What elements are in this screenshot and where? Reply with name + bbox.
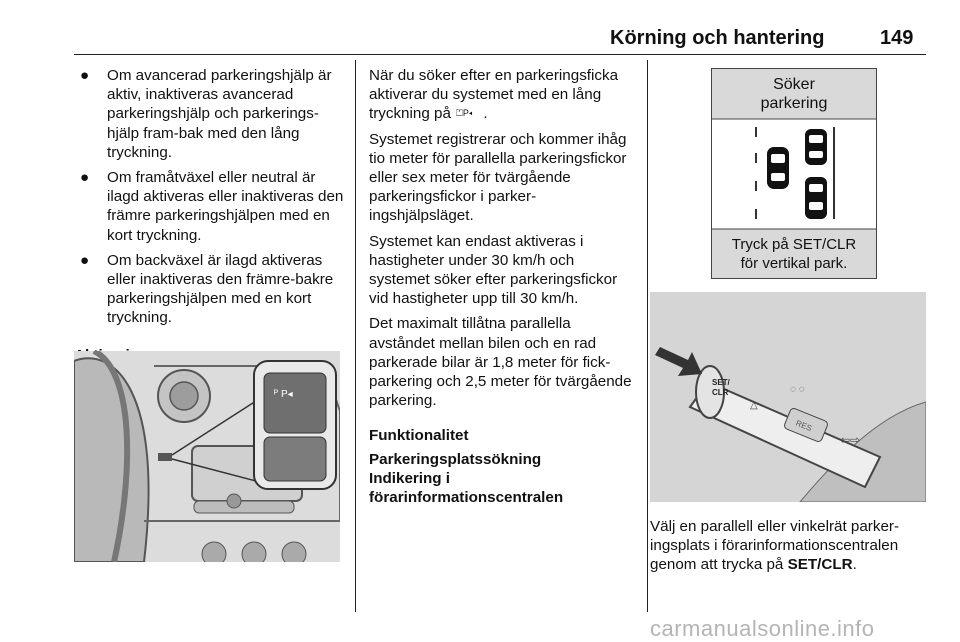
page-header-title: Körning och hantering	[610, 27, 825, 49]
bullet-dot: ●	[80, 251, 90, 269]
column-1	[74, 66, 344, 365]
lever-drawing	[650, 292, 926, 502]
svg-text:△: △	[750, 400, 758, 411]
car-icon-parked-2	[805, 177, 827, 219]
bullet-item	[74, 251, 344, 328]
column-2	[369, 66, 635, 507]
paragraph-3: Systemet kan endast aktiveras i hastigheter under 30 km/h och systemet söker efter parkeringsfickor vid hastigheter upp till 30 km/h.	[369, 232, 618, 308]
car-icon-parked-1	[805, 129, 827, 165]
svg-text:⏍P◂: ⏍P◂	[456, 108, 473, 119]
driver-info-display	[711, 68, 877, 279]
bullet-dot: ●	[80, 169, 90, 187]
caption-text: Välj en parallell eller vinkelrät parkeringsplats i förarinformationscentralen genom att trycka på	[650, 518, 900, 574]
subheading-forarinformationscentralen: förarinformationscentralen	[369, 489, 564, 507]
bullet-text: Om avancerad parkeringshjälp är aktiv, inaktiveras avancerad parkeringshjälp och parkeringshjälp fram-bak med den lång tryckning.	[107, 67, 332, 161]
display-drawing	[712, 69, 876, 278]
svg-text:ᴾ P◂: ᴾ P◂	[274, 389, 293, 400]
caption-bold-setclr: SET/CLR	[787, 556, 853, 574]
bullet-item	[74, 168, 344, 245]
subheading-parkeringsplatssokning: Parkeringsplatssökning	[369, 450, 542, 468]
svg-text:⇦⇨: ⇦⇨	[840, 433, 861, 447]
page-number: 149	[880, 27, 914, 49]
bullet-text: Om framåtväxel eller neutral är ilagd aktiveras eller inaktiveras den främre parkeringshjälpen med en kort tryckning.	[107, 169, 344, 244]
paragraph-2: Systemet registrerar och kommer ihåg tio meter för parallella parkeringsfickor eller sex meter för tvärgående parkeringsfickor i parkeringshjälpsläget.	[369, 130, 627, 225]
lever-label-set: SET/	[712, 378, 730, 387]
stalk-lever-illustration	[650, 292, 926, 502]
bullet-dot: ●	[80, 67, 90, 84]
column-divider-2	[647, 60, 648, 612]
subheading-indikering: Indikering i	[369, 469, 451, 487]
dashboard-drawing	[74, 351, 340, 562]
paragraph-4: Det maximalt tillåtna parallella avståndet mellan bilen och en rad parkerade bilar är 1,8 meter för fickparkering och 2,5 meter för tvärgående parkering.	[369, 315, 632, 410]
paragraph-1-text: När du söker efter en parkeringsficka aktiverar du systemet med en lång tryckning på	[369, 67, 619, 123]
watermark: carmanualsonline.info	[650, 616, 875, 641]
display-bottom-line-1: Tryck på SET/CLR	[731, 236, 857, 253]
bullet-item	[74, 66, 344, 162]
dashboard-illustration	[74, 351, 340, 562]
figure-caption	[650, 517, 930, 575]
paragraph-1: När du söker efter en parkeringsficka aktiverar du systemet med en lång tryckning på ⏍P◂ .	[369, 67, 619, 123]
lever-button-res: RES	[794, 418, 814, 433]
svg-text:◌ ◌: ◌ ◌	[790, 384, 805, 395]
display-top-line-2: parkering	[760, 95, 828, 112]
display-bottom-line-2: för vertikal park.	[740, 255, 848, 272]
parking-assist-icon	[455, 105, 483, 122]
caption-end: .	[852, 556, 857, 574]
column-divider-1	[355, 60, 356, 612]
bullet-text: Om backväxel är ilagd aktiveras eller inaktiveras den främre-bakre parkeringshjälpen med en kort tryckning.	[107, 251, 334, 327]
display-top-line-1: Söker	[773, 76, 815, 93]
car-icon-moving	[767, 147, 789, 189]
section-heading-funktionalitet: Funktionalitet	[369, 427, 469, 445]
header-rule	[74, 54, 926, 55]
lever-label-clr: CLR	[712, 388, 729, 397]
